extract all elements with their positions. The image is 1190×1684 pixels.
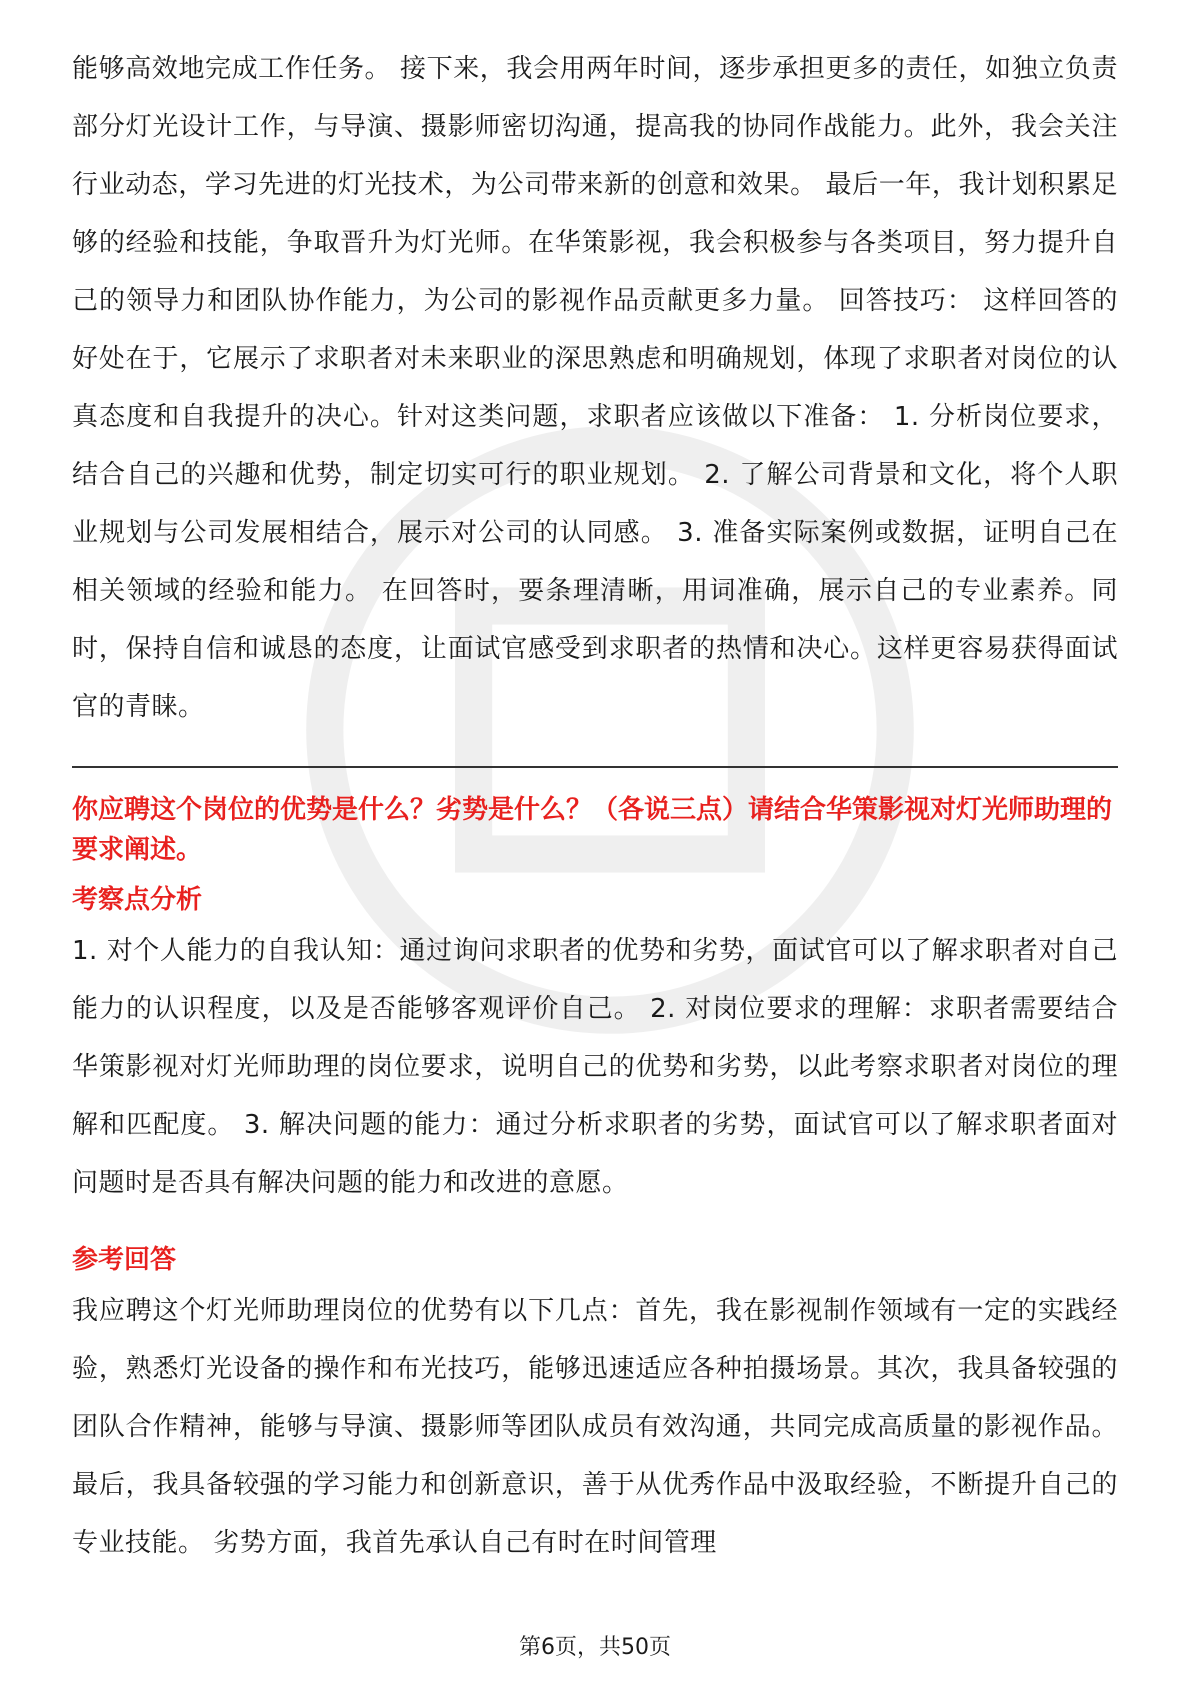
analysis-body: 1. 对个人能力的自我认知：通过询问求职者的优势和劣势，面试官可以了解求职者对自己能力的认识程度，以及是否能够客观评价自己。 2. 对岗位要求的理解：求职者需要结合华策影视对灯光师助理的岗位要求，说明自己的优势和劣势，以此考察求职者对岗位的理解和匹配度。 3. 解决问题的能力：通过分析求职者的劣势，面试官可以了解求职者面对问题时是否具有解决问题的能力和改进的意愿。: [72, 936, 1118, 1198]
question-heading: 你应聘这个岗位的优势是什么？劣势是什么？（各说三点）请结合华策影视对灯光师助理的要求阐述。: [72, 795, 1113, 865]
spacer: [72, 1212, 1118, 1230]
continuation-paragraph: 能够高效地完成工作任务。 接下来，我会用两年时间，逐步承担更多的责任，如独立负责部分灯光设计工作，与导演、摄影师密切沟通，提高我的协同作战能力。此外，我会关注行业动态，学习先进的灯光技术，为公司带来新的创意和效果。 最后一年，我计划积累足够的经验和技能，争取晋升为灯光师。在华策影视，我会积极参与各类项目，努力提升自己的领导力和团队协作能力，为公司的影视作品贡献更多力量。 回答技巧： 这样回答的好处在于，它展示了求职者对未来职业的深思熟虑和明确规划，体现了求职者对岗位的认真态度和自我提升的决心。针对这类问题，求职者应该做以下准备： 1. 分析岗位要求，结合自己的兴趣和优势，制定切实可行的职业规划。 2. 了解公司背景和文化，将个人职业规划与公司发展相结合，展示对公司的认同感。 3. 准备实际案例或数据，证明自己在相关领域的经验和能力。 在回答时，要条理清晰，用词准确，展示自己的专业素养。同时，保持自信和诚恳的态度，让面试官感受到求职者的热情和决心。这样更容易获得面试官的青睐。: [72, 54, 1118, 722]
reference-answer-body: 我应聘这个灯光师助理岗位的优势有以下几点：首先，我在影视制作领域有一定的实践经验，熟悉灯光设备的操作和布光技巧，能够迅速适应各种拍摄场景。其次，我具备较强的团队合作精神，能够与导演、摄影师等团队成员有效沟通，共同完成高质量的影视作品。最后，我具备较强的学习能力和创新意识，善于从优秀作品中汲取经验，不断提升自己的专业技能。 劣势方面，我首先承认自己有时在时间管理: [72, 1296, 1118, 1558]
page-content: [72, 40, 1118, 1572]
analysis-title: 考察点分析: [72, 885, 203, 915]
page-number: 第6页，共50页: [519, 1635, 671, 1660]
reference-answer-title: 参考回答: [72, 1245, 177, 1275]
section-divider: [72, 766, 1118, 768]
